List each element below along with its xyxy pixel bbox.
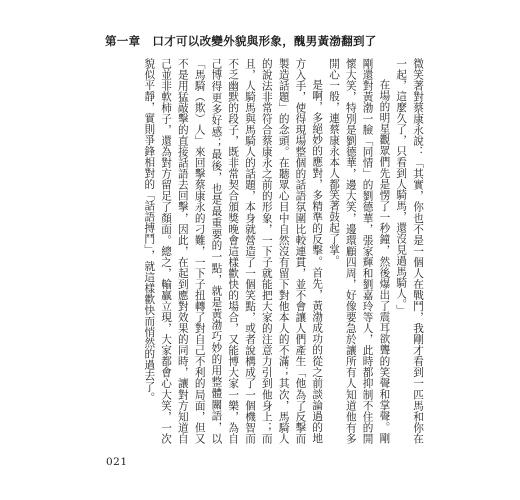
chapter-label: 第一章	[105, 34, 141, 48]
chapter-title: 口才可以改變外貌與形象，醜男黃渤翻到了	[152, 34, 377, 48]
running-header	[105, 33, 377, 49]
paragraph: 是啊，多絕妙的應對，多精準的反擊。首先，黃渤成功的從之前談論過的地方入手，使得現場整個的話語氛圍比較連貫，並不會讓人們產生「他為了反擊而製造話題」的念頭。在聽眾心目中自然沒有留下對他本人的不滿；其次，馬騎人的說法非常符合蔡康永之前的形象，一下子就能把大家的注意力引到他身上；而且，人騎馬與馬騎人的話題，本身就營造了一個笑點，或者說構成了一個機智而不乏幽默的段子，既非常契合頒獎晚會這樣歡快的場合，又能博大家一樂，為自己博得更多好感；最後，也是最重要的一點，就是黃渤巧妙的用整體關語，以「馬騎（欺）人」來回擊蔡康永的刁難，一下子扭轉了對自己不利的局面，但又不是用猛敲擊的直接話語去回擊，因此，在起到應對效果的同時，讓對方知道自己並非軟柿子，還為對方留足了顏面。總之，輸贏立現，大家都會心大笑，一次貌似平靜，實則爭鋒相對的「話語搏鬥」，就這樣歡快而悄然的過去了。	[143, 58, 324, 444]
page-number: 021	[106, 456, 128, 468]
vertical-body-text	[104, 58, 426, 444]
paragraph: 在場的明星觀眾們先是愣了一秒鐘，然後爆出了震耳欲聾的笑聲和掌聲。剛剛還對黃渤一臉「同情」的劉德華，張家輝和劉嘉玲等人，此時都抑制不住的開懷大笑，特別是劉德華，邊大笑，邊環顧四周，好像要急於讓所有人知道他有多開心一般，連蔡康永本人都笑著鼓起了掌。	[328, 58, 391, 444]
paragraph: 微笑著對蔡康永說：「其實，你也不是一個人在戰鬥，我剛才看到一匹馬和你在一起，這麼久了，只看到人騎馬，還沒見過馬騎人。」	[395, 58, 424, 444]
